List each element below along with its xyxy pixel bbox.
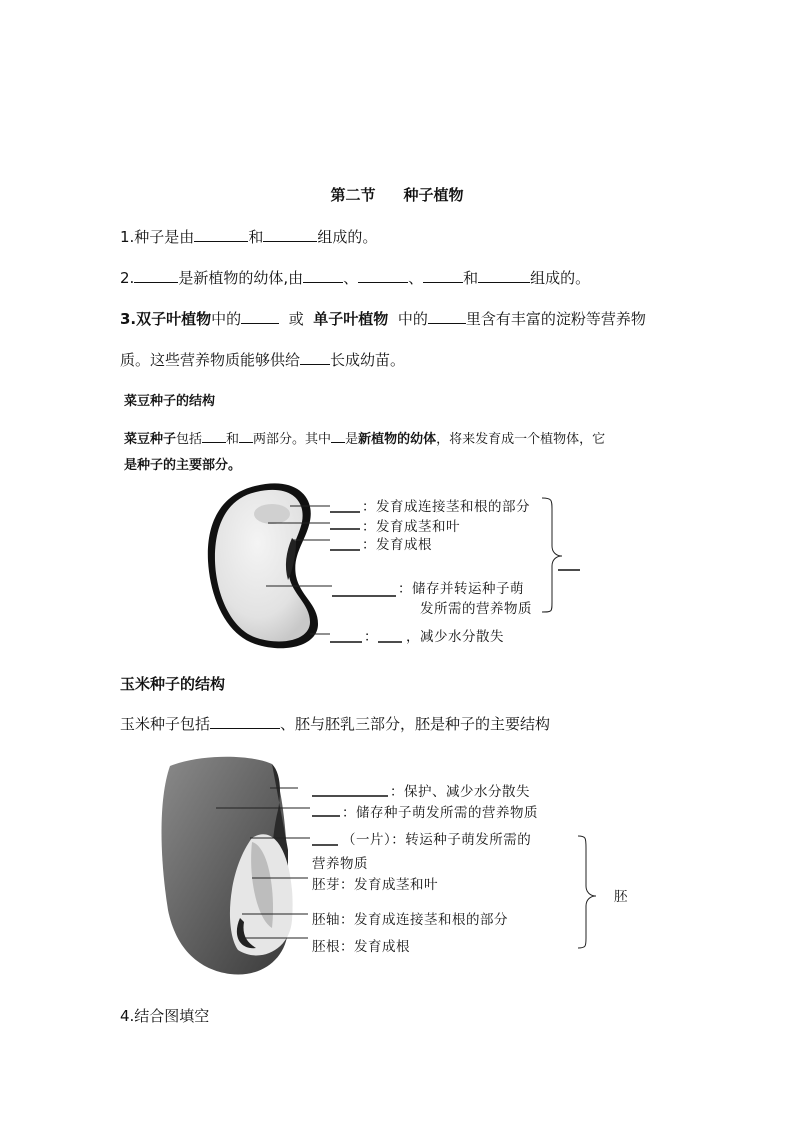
corn-label-hypocotyl: 胚轴：发育成连接茎和根的部分: [312, 912, 508, 928]
corn-label-embryo: 胚: [614, 889, 628, 905]
q3-dicot: 双子叶植物: [136, 310, 212, 328]
q3-text-d: 中的: [397, 310, 428, 328]
q2-blank-2[interactable]: [303, 268, 343, 283]
bean-label-coat-colon: ：: [364, 629, 378, 645]
q3-line2-b: 长成幼苗。: [330, 351, 406, 369]
corn-paragraph: [120, 713, 550, 734]
bean-embryo-term: 新植物的幼体: [358, 432, 437, 447]
q1-text-c: 组成的。: [317, 228, 378, 246]
q3-blank-3[interactable]: [300, 350, 330, 365]
question-4: 4.结合图填空: [120, 1007, 210, 1025]
bean-blank-1[interactable]: [202, 430, 226, 443]
q2-blank-5[interactable]: [478, 268, 530, 283]
bean-text-d: 是: [345, 432, 359, 447]
corn-label-endosperm: ：储存种子萌发所需的营养物质: [342, 805, 538, 821]
q3-text-c: 或: [288, 310, 304, 328]
q1-text-b: 和: [248, 228, 264, 246]
q2-blank-3[interactable]: [358, 268, 408, 283]
bean-label-cotyledon-1: ：储存并转运种子萌: [398, 581, 524, 597]
bean-label-plumule: ：发育成茎和叶: [362, 519, 460, 535]
question-1: [120, 226, 377, 247]
q2-blank-4[interactable]: [423, 268, 463, 283]
bean-blank-2[interactable]: [239, 430, 253, 443]
question-3: [120, 308, 646, 329]
bean-term: 菜豆种子: [124, 432, 177, 447]
q1-blank-1[interactable]: [194, 227, 248, 242]
bean-heading: 菜豆种子的结构: [124, 394, 216, 409]
corn-label-plumule: 胚芽：发育成茎和叶: [312, 877, 438, 893]
question-2: [120, 267, 590, 288]
q3-line2-a: 质。这些营养物质能够供给: [120, 351, 301, 369]
q2-text-e: 和: [463, 269, 479, 287]
bean-blank-3[interactable]: [331, 430, 345, 443]
q1-text-a: 1.种子是由: [120, 228, 195, 246]
bean-paragraph: [124, 428, 605, 447]
bean-paragraph-line-2: 是种子的主要部分。: [124, 458, 242, 473]
corn-label-coat: ：保护、减少水分散失: [390, 784, 530, 800]
q2-text-f: 组成的。: [530, 269, 591, 287]
q2-text-b: 是新植物的幼体,由: [178, 269, 304, 287]
bean-label-cotyledon-2: 发所需的营养物质: [420, 601, 532, 617]
q3-text-b: 中的: [211, 310, 242, 328]
q2-blank-1[interactable]: [134, 268, 178, 283]
bean-label-radicle: ：发育成根: [362, 537, 432, 553]
question-3-line-2: [120, 349, 405, 370]
q2-text-c: 、: [343, 269, 359, 287]
q3-blank-2[interactable]: [428, 309, 466, 324]
q3-monocot: 单子叶植物: [313, 310, 389, 328]
q3-blank-1[interactable]: [241, 309, 279, 324]
q2-text-d: 、: [408, 269, 424, 287]
bean-text-c: 两部分。其中: [253, 432, 332, 447]
corn-label-radicle: 胚根：发育成根: [312, 939, 410, 955]
corn-label-cotyledon-2: 营养物质: [312, 856, 368, 872]
section-name: 种子植物: [403, 186, 464, 204]
section-number: 第二节: [330, 186, 376, 204]
q1-blank-2[interactable]: [263, 227, 317, 242]
bean-text-e: ，将来发育成一个植物体，它: [436, 432, 606, 447]
bean-text-a: 包括: [176, 432, 203, 447]
q3-text-e: 里含有丰富的淀粉等营养物: [465, 310, 646, 328]
corn-blank-1[interactable]: [210, 714, 280, 729]
q2-text-a: 2.: [120, 269, 135, 287]
q3-text-a: 3.: [120, 310, 137, 328]
corn-heading: 玉米种子的结构: [120, 675, 226, 693]
bean-text-b: 和: [226, 432, 240, 447]
bean-label-hypocotyl: ：发育成连接茎和根的部分: [362, 499, 530, 515]
corn-text-b: 、胚与胚乳三部分，胚是种子的主要结构: [280, 715, 551, 733]
corn-label-cotyledon: （一片）：转运种子萌发所需的: [342, 832, 532, 848]
page-title: [0, 184, 794, 205]
corn-text-a: 玉米种子包括: [120, 715, 211, 733]
bean-label-coat: ，减少水分散失: [406, 629, 504, 645]
